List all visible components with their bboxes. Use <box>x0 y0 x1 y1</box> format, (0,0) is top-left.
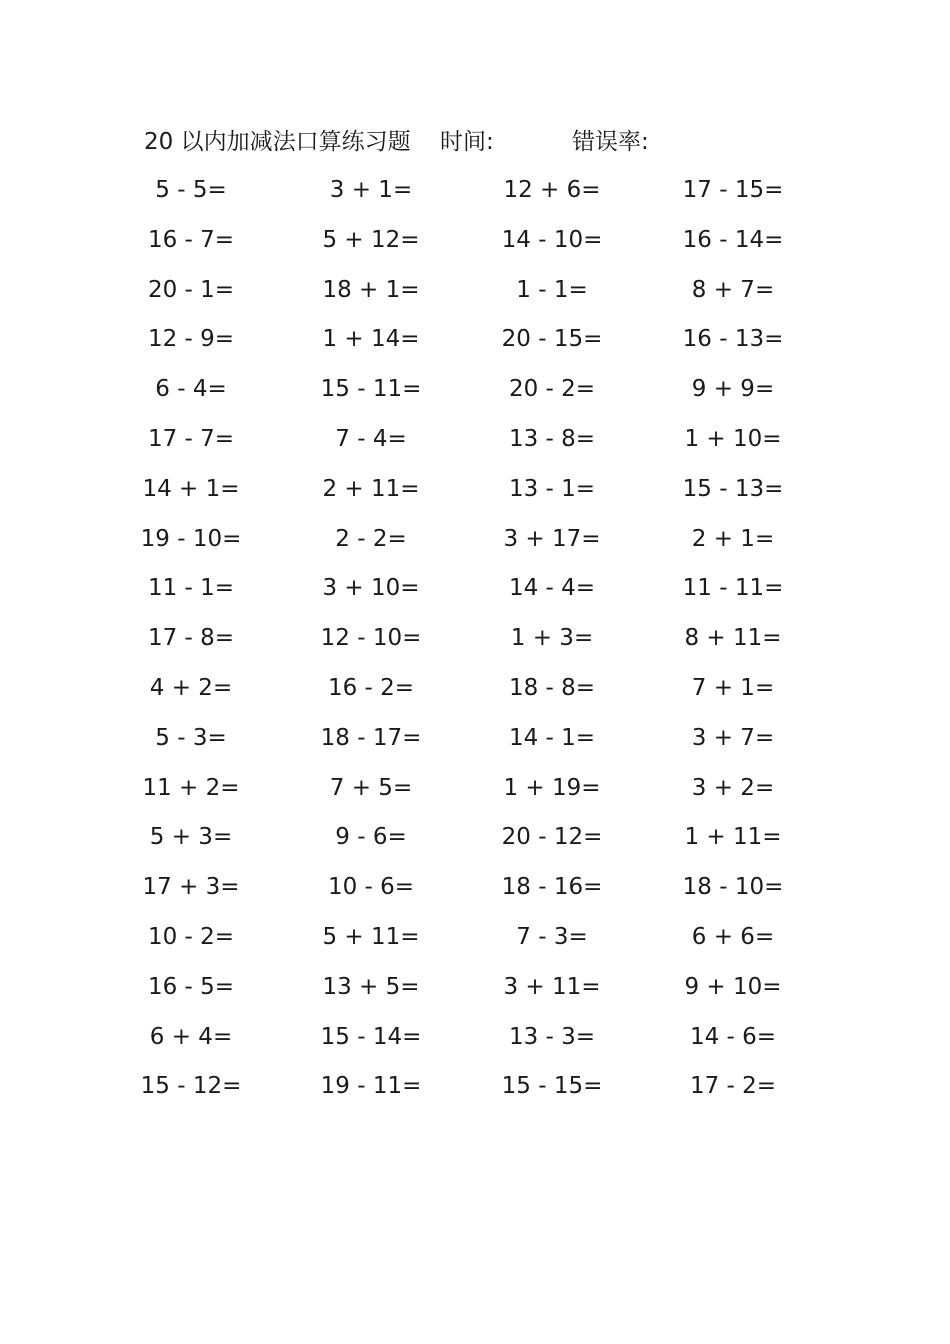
problem-row <box>0 764 950 814</box>
problem-item: 14 - 4= <box>508 575 596 602</box>
problem-item: 5 + 11= <box>322 923 420 950</box>
problem-row <box>0 1062 950 1112</box>
problem-item: 16 - 14= <box>682 226 784 253</box>
error-rate-label: 错误率: <box>572 129 649 155</box>
problem-item: 12 + 6= <box>503 177 601 203</box>
problem-item: 1 + 19= <box>503 774 601 801</box>
problem-item: 2 + 11= <box>322 475 420 502</box>
problem-item: 1 + 3= <box>510 625 594 652</box>
problem-item: 7 - 4= <box>335 425 407 452</box>
problem-row <box>0 216 950 266</box>
problem-item: 15 - 11= <box>320 376 422 403</box>
problem-item: 3 + 10= <box>322 575 420 602</box>
problem-item: 3 + 17= <box>503 525 601 552</box>
time-label: 时间: <box>440 129 494 155</box>
problem-item: 17 + 3= <box>142 874 240 901</box>
problem-row <box>0 1013 950 1063</box>
problem-item: 17 - 8= <box>147 625 235 652</box>
problem-item: 20 - 1= <box>147 276 235 303</box>
problem-item: 8 + 11= <box>684 625 782 652</box>
problem-item: 13 - 8= <box>508 425 596 452</box>
problem-item: 9 + 10= <box>684 973 782 1000</box>
problem-item: 9 + 9= <box>691 376 775 403</box>
problem-item: 13 + 5= <box>322 973 420 1000</box>
problem-item: 4 + 2= <box>149 674 233 701</box>
problem-item: 15 - 14= <box>320 1023 422 1050</box>
problem-item: 6 + 6= <box>691 923 775 950</box>
problem-item: 14 - 10= <box>501 226 603 253</box>
problem-item: 15 - 12= <box>140 1073 242 1100</box>
problem-item: 2 + 1= <box>691 525 775 552</box>
problem-item: 18 - 8= <box>508 674 596 701</box>
problem-item: 11 + 2= <box>142 774 240 801</box>
problem-item: 19 - 10= <box>140 525 242 552</box>
problem-row <box>0 813 950 863</box>
problem-item: 6 + 4= <box>149 1023 233 1050</box>
problem-item: 19 - 11= <box>320 1073 422 1100</box>
problem-row <box>0 465 950 515</box>
problem-item: 12 - 9= <box>147 326 235 353</box>
problem-item: 10 - 2= <box>147 923 235 950</box>
problem-item: 18 - 17= <box>320 724 422 751</box>
problem-item: 13 - 3= <box>508 1023 596 1050</box>
problem-item: 6 - 4= <box>155 376 227 403</box>
problem-row <box>0 315 950 365</box>
problem-item: 20 - 2= <box>508 376 596 403</box>
problem-item: 18 - 10= <box>682 874 784 901</box>
problem-item: 3 + 1= <box>329 177 413 203</box>
problem-item: 5 - 5= <box>155 177 227 203</box>
problem-item: 1 + 14= <box>322 326 420 353</box>
problem-item: 11 - 1= <box>147 575 235 602</box>
problem-row <box>0 614 950 664</box>
problem-item: 3 + 7= <box>691 724 775 751</box>
problem-row <box>0 266 950 316</box>
problem-item: 16 - 2= <box>327 674 415 701</box>
problem-item: 1 + 10= <box>684 425 782 452</box>
problem-item: 3 + 2= <box>691 774 775 801</box>
problem-row <box>0 515 950 565</box>
problem-row <box>0 664 950 714</box>
problem-item: 12 - 10= <box>320 625 422 652</box>
problem-item: 16 - 13= <box>682 326 784 353</box>
worksheet-title: 20 以内加减法口算练习题 <box>144 129 411 155</box>
problem-row <box>0 415 950 465</box>
problem-item: 14 + 1= <box>142 475 240 502</box>
problem-item: 17 - 7= <box>147 425 235 452</box>
problem-row <box>0 564 950 614</box>
problem-item: 14 - 6= <box>689 1023 777 1050</box>
problem-item: 5 + 3= <box>149 824 233 851</box>
problem-item: 15 - 13= <box>682 475 784 502</box>
problem-grid <box>0 166 950 1112</box>
problem-item: 7 + 5= <box>329 774 413 801</box>
problem-item: 7 - 3= <box>516 923 588 950</box>
problem-item: 17 - 2= <box>689 1073 777 1100</box>
problem-row <box>0 365 950 415</box>
problem-item: 9 - 6= <box>335 824 407 851</box>
problem-item: 16 - 5= <box>147 973 235 1000</box>
problem-item: 2 - 2= <box>335 525 407 552</box>
problem-row <box>0 913 950 963</box>
problem-item: 5 + 12= <box>322 226 420 253</box>
problem-item: 17 - 15= <box>682 177 784 203</box>
problem-item: 1 - 1= <box>516 276 588 303</box>
problem-item: 11 - 11= <box>682 575 784 602</box>
problem-row <box>0 714 950 764</box>
problem-row <box>0 963 950 1013</box>
problem-item: 10 - 6= <box>327 874 415 901</box>
problem-item: 20 - 15= <box>501 326 603 353</box>
problem-item: 1 + 11= <box>684 824 782 851</box>
problem-item: 18 - 16= <box>501 874 603 901</box>
problem-item: 18 + 1= <box>322 276 420 303</box>
problem-item: 8 + 7= <box>691 276 775 303</box>
problem-row <box>0 863 950 913</box>
problem-item: 13 - 1= <box>508 475 596 502</box>
problem-item: 16 - 7= <box>147 226 235 253</box>
problem-item: 15 - 15= <box>501 1073 603 1100</box>
problem-row <box>0 166 950 216</box>
problem-item: 5 - 3= <box>155 724 227 751</box>
problem-item: 14 - 1= <box>508 724 596 751</box>
problem-item: 20 - 12= <box>501 824 603 851</box>
problem-item: 7 + 1= <box>691 674 775 701</box>
problem-item: 3 + 11= <box>503 973 601 1000</box>
